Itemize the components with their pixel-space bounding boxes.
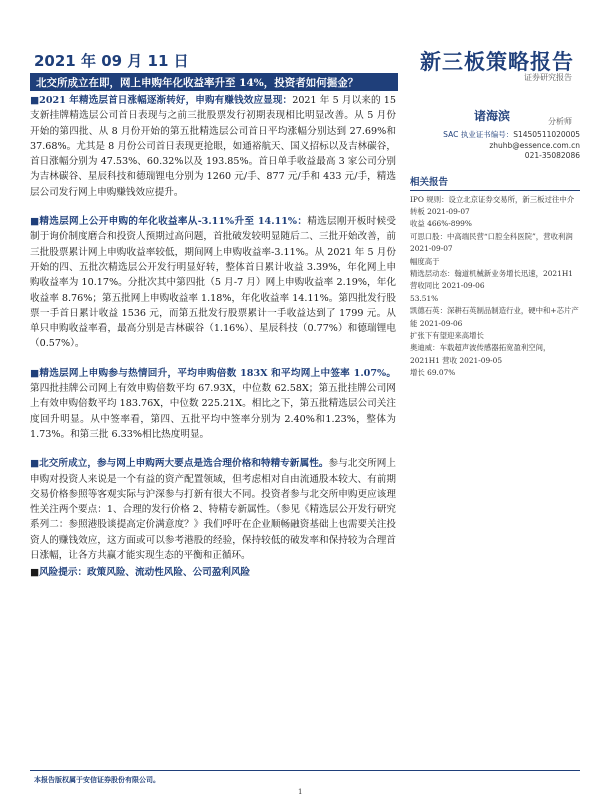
bullet-icon: ■	[30, 367, 40, 379]
paragraph-body: 第四批挂牌公司网上有效申购倍数平均 67.93X，中位数 62.58X；第五批挂牌公司网上有效申购倍数平均 183.76X，中位数 225.21X。相比之下，第五批精选层公司关注度回升明显。从中签率看，第四、五批平均中签率分别为 2.40%和1.23%，整体为 1.73%。和第三批 6.33%相比热度明显。	[30, 383, 396, 440]
paragraph-2	[30, 214, 396, 352]
bullet-icon: ■	[30, 95, 40, 106]
report-type-title: 新三板策略报告	[420, 49, 574, 74]
related-report-item: 幅度高于	[410, 256, 440, 266]
analyst-name: 诸海滨	[473, 109, 510, 123]
paragraph-lead: 北交所成立，参与网上申购两大要点是选合理价格和特精专新属性。	[39, 458, 329, 470]
bullet-icon: ■	[30, 567, 40, 579]
bullet-icon: ■	[30, 216, 40, 228]
paragraph-body: 2021 年 5 月以来的 15 支新挂牌精选层公司首日表现与之前三批股票发行初期表现相比明显改善。从 5 月份开始的第四批、从 8 月份开始的第五批精选层公司首日平均涨幅分别达到 27.69%和 37.68%。尤其是 8 月份公司首日表现更抢眼，如通裕航天、国义招标以及吉林碳谷，首日涨幅分别为 47.53%、60.32%以及 193.85%。首日单手收益最高 3 家公司分别为吉林碳谷、星辰科技和德瑞锂电分别为 1260 元/手、877 元/手和 433 元/手，精选层公司发行网上申购赚钱效应提升。	[30, 95, 396, 198]
sidebar	[410, 93, 580, 380]
related-report-item: 收益 466%-899%	[410, 219, 472, 229]
license-number: S1450511020005	[513, 130, 580, 139]
report-title-bar	[30, 73, 398, 91]
related-report-item: 扩张下有望迎来高增长	[410, 330, 484, 340]
license-label: SAC 执业证书编号：	[443, 130, 514, 139]
report-subtitle: 证券研究报告	[524, 73, 572, 82]
paragraph-4	[30, 456, 396, 563]
analyst-role: 分析师	[548, 117, 572, 126]
footer-divider	[30, 770, 580, 771]
paragraph-lead: 精选层网上公开申购的年化收益率从-3.11%升至 14.11%：	[39, 216, 308, 228]
related-reports-list	[410, 194, 580, 380]
paragraph-body: 参与北交所网上申购对投资人来说是一个有益的资产配置领域，但考虑相对自由流通股本较大、有前期交易价格参照等客观实际与沪深参与打新有很大不同。投资者参与北交所申购更应该理性关注两个要点：1、合理的发行价格 2、特精专新属性。（参见《精选层公开发行研究系列二：参照港股谈提高定价满意度？》我们呼吁在企业顺畅融资基础上也需要关注投资人的赚钱效应，这方面或可以参考港股的经验，保持较低的破发率和保持较为合理首日涨幅，让各方共赢才能实现生态的平衡和正循环。	[30, 458, 397, 562]
report-title: 北交所成立在即，网上申购年化收益率升至 14%，投资者如何掘金？	[36, 77, 359, 89]
related-report-item: 53.51%	[410, 293, 439, 303]
report-date: 2021 年 09 月 11 日	[34, 52, 189, 70]
risk-text: 政策风险、流动性风险、公司盈利风险	[87, 567, 251, 579]
paragraph-3	[30, 366, 396, 442]
paragraph-lead: 2021 年精选层首日涨幅逐渐转好，申购有赚钱效应显现：	[39, 95, 293, 106]
related-reports-title: 相关报告	[410, 174, 580, 191]
analyst-info	[410, 130, 580, 162]
related-report-item: 增长 69.07%	[410, 368, 456, 378]
bullet-icon: ■	[30, 458, 40, 470]
related-report-item[interactable]: 精选层动态：翰道机械新业务增长迅速，2021H1 营收同比 2021-09-06	[410, 268, 573, 291]
risk-warning	[30, 565, 396, 580]
related-report-item[interactable]: 奥迪威：车载超声波传感器拓宽盈利空间，2021H1 营收 2021-09-05	[410, 343, 551, 365]
analyst-phone: 021-35082086	[524, 151, 580, 160]
risk-label: 风险提示：	[39, 567, 88, 579]
related-report-item[interactable]: 凯德石英：深耕石英制品制造行业，硬中和+芯片产能 2021-09-06	[410, 306, 579, 328]
paragraph-lead: 精选层网上申购参与热情回升，平均申购倍数 183X 和平均网上中签率 1.07%。	[39, 367, 396, 379]
analyst-email[interactable]: zhuhb@essence.com.cn	[489, 140, 580, 150]
main-content	[30, 93, 396, 581]
related-report-item[interactable]: IPO 规则：设立北京证券交易所，新三板过往中介转板 2021-09-07	[410, 194, 575, 216]
paragraph-body: 精选层刚开板时候受制于询价制度磨合和投资人预期过高问题，首批破发较明显随后二、三批开始改善，前三批股票累计网上申购收益率较低，期间网上申购收益率-3.11%。从 2021 年 5 月份开始的四、五批次精选层公开发行明显好转，整体首日累计收益 3.39%，年化网上申购收益率为 10.17%。分批次其中第四批（5 月-7 月）网上申购收益率 2.19%，年化收益率 8.76%；第五批网上申购收益率 1.18%，年化收益率 14.11%。第四批发行股票一手首日累计收益 1536 元，而第五批发行股票累计一手收益达到了 1799 元。从单只申购收益率看，最高分别是吉林碳谷（1.16%）、星辰科技（0.77%）和德瑞锂电（0.57%）。	[30, 216, 397, 350]
paragraph-1	[30, 93, 396, 200]
page-number: 1	[298, 788, 303, 796]
related-report-item[interactable]: 可思口股：中高端民营“口腔全科医院”，营收利润 2021-09-07	[410, 231, 573, 254]
footer-disclaimer: 本报告版权属于安信证券股份有限公司。	[34, 775, 160, 784]
